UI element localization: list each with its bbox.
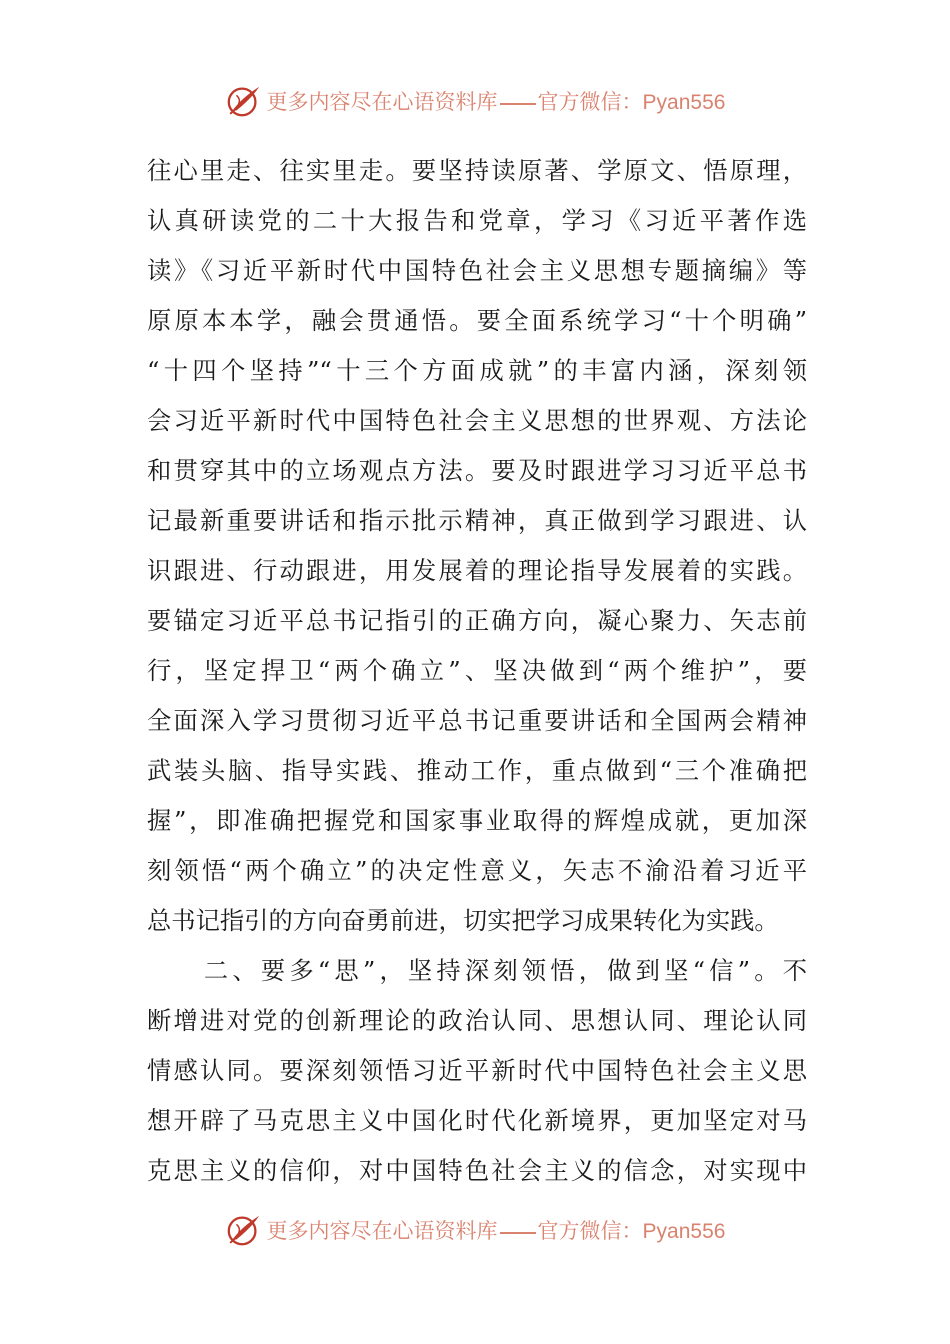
body-line: 情感认同。要深刻领悟习近平新时代中国特色社会主义思: [147, 1056, 807, 1085]
footer-banner-text: [267, 1215, 726, 1245]
quill-logo-icon: [225, 82, 263, 120]
body-line: 认真研读党的二十大报告和党章，学习《习近平著作选: [147, 206, 807, 235]
body-line: 二、要多“思”，坚持深刻领悟，做到坚“信”。不: [147, 956, 807, 985]
header-wechat-handle: Pyan556: [642, 91, 726, 114]
footer-wechat-handle: Pyan556: [642, 1220, 726, 1243]
header-banner-label: 官方微信：: [537, 90, 643, 114]
body-line: 总书记指引的方向奋勇前进，切实把学习成果转化为实践。: [147, 906, 779, 935]
document-body: [147, 146, 807, 1196]
header-banner-title: 更多内容尽在心语资料库: [266, 90, 498, 114]
body-line: 要锚定习近平总书记指引的正确方向，凝心聚力、矢志前: [147, 606, 807, 635]
body-line: 往心里走、往实里走。要坚持读原著、学原文、悟原理，: [147, 156, 807, 185]
body-line: 想开辟了马克思主义中国化时代化新境界，更加坚定对马: [147, 1106, 807, 1135]
footer-banner-label: 官方微信：: [537, 1219, 643, 1243]
banner-dash: [500, 1232, 536, 1234]
body-line: 会习近平新时代中国特色社会主义思想的世界观、方法论: [147, 406, 807, 435]
body-line: 握”，即准确把握党和国家事业取得的辉煌成就，更加深: [147, 806, 807, 835]
body-line: “十四个坚持”“十三个方面成就”的丰富内涵，深刻领: [147, 356, 807, 385]
banner-dash: [500, 103, 536, 105]
body-line: 全面深入学习贯彻习近平总书记重要讲话和全国两会精神: [147, 706, 807, 735]
body-line: 和贯穿其中的立场观点方法。要及时跟进学习习近平总书: [147, 456, 807, 485]
body-line: 克思主义的信仰，对中国特色社会主义的信念，对实现中: [147, 1156, 807, 1185]
body-line: 读》《习近平新时代中国特色社会主义思想专题摘编》等: [147, 256, 807, 285]
body-line: 武装头脑、指导实践、推动工作，重点做到“三个准确把: [147, 756, 807, 785]
body-line: 原原本本学，融会贯通悟。要全面系统学习“十个明确”: [147, 306, 807, 335]
header-banner: [0, 79, 950, 123]
body-line: 行，坚定捍卫“两个确立”、坚决做到“两个维护”，要: [147, 656, 807, 685]
footer-banner: [0, 1208, 950, 1252]
header-banner-text: [267, 86, 726, 116]
body-line: 断增进对党的创新理论的政治认同、思想认同、理论认同: [147, 1006, 807, 1035]
body-line: 识跟进、行动跟进，用发展着的理论指导发展着的实践。: [147, 556, 807, 585]
footer-banner-title: 更多内容尽在心语资料库: [266, 1219, 498, 1243]
body-line: 记最新重要讲话和指示批示精神，真正做到学习跟进、认: [147, 506, 807, 535]
body-line: 刻领悟“两个确立”的决定性意义，矢志不渝沿着习近平: [147, 856, 807, 885]
quill-logo-icon: [225, 1211, 263, 1249]
